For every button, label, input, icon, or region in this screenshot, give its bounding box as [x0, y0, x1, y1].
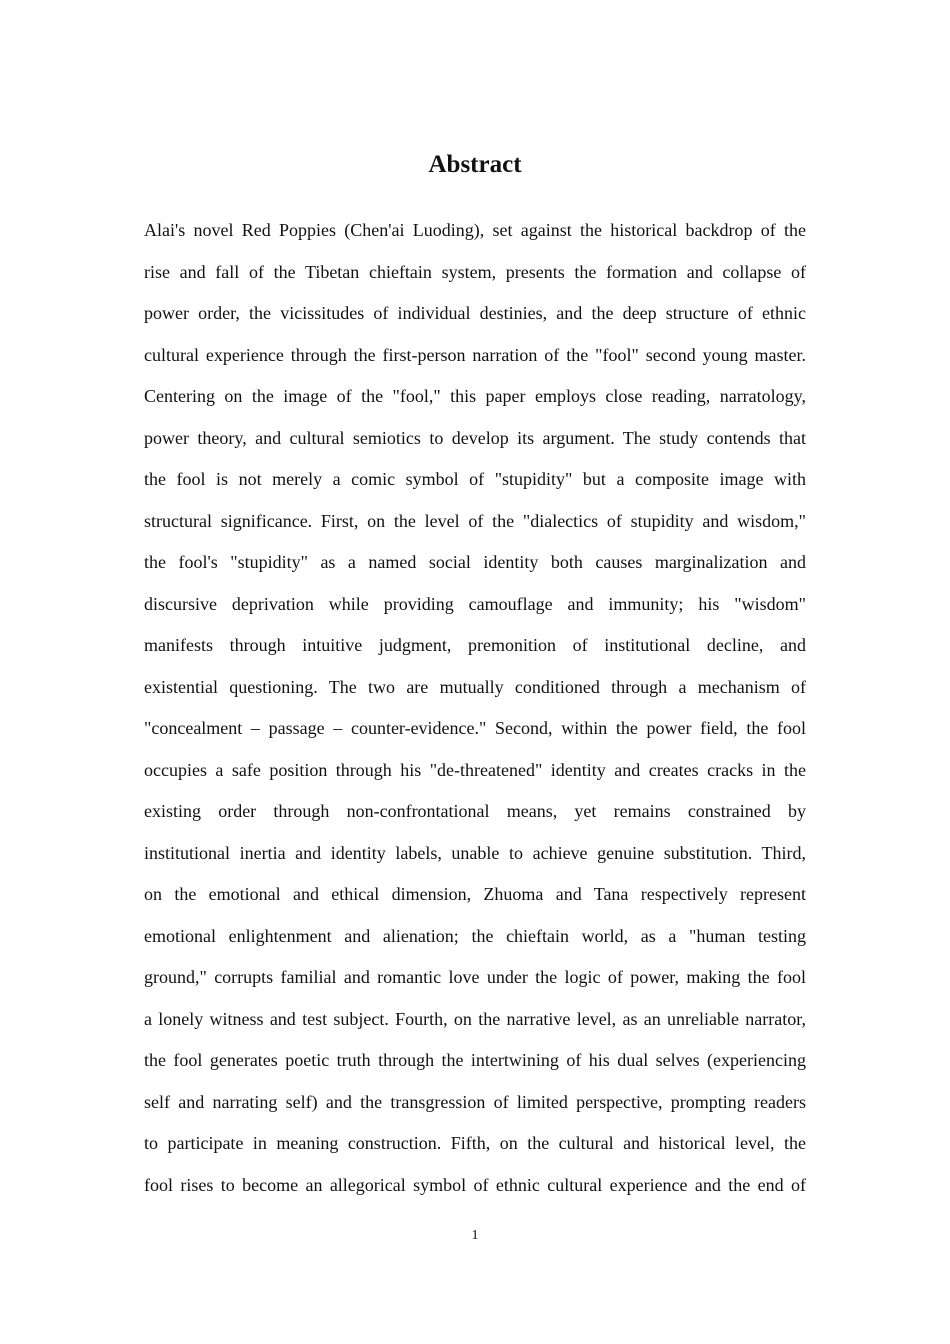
page-title: Abstract — [428, 151, 522, 178]
text-line-13: "concealment – passage – counter-evidence." Second, within the power field, the fool — [144, 718, 806, 738]
text-line-11: manifests through intuitive judgment, premonition of institutional decline, and — [144, 635, 806, 655]
text-line-15: existing order through non-confrontational means, yet remains constrained by — [144, 801, 806, 821]
page-number: 1 — [471, 1228, 479, 1243]
text-line-23: to participate in meaning construction. Fifth, on the cultural and historical level, the — [144, 1133, 806, 1153]
text-line-4: cultural experience through the first-person narration of the "fool" second young master. — [144, 344, 806, 365]
text-line-8: structural significance. First, on the level of the "dialectics of stupidity and wisdom," — [144, 510, 806, 531]
text-line-5: Centering on the image of the "fool," this paper employs close reading, narratology, — [144, 386, 806, 406]
text-line-22: self and narrating self) and the transgression of limited perspective, prompting readers — [144, 1091, 806, 1112]
text-line-9: the fool's "stupidity" as a named social identity both causes marginalization and — [144, 552, 806, 572]
text-line-24: fool rises to become an allegorical symbol of ethnic cultural experience and the end of — [144, 1174, 806, 1195]
text-line-6: power theory, and cultural semiotics to develop its argument. The study contends that — [144, 427, 806, 448]
text-line-3: power order, the vicissitudes of individual destinies, and the deep structure of ethnic — [144, 303, 806, 323]
text-line-12: existential questioning. The two are mutually conditioned through a mechanism of — [144, 676, 806, 697]
text-line-16: institutional inertia and identity labels, unable to achieve genuine substitution. Third, — [144, 842, 806, 863]
text-line-7: the fool is not merely a comic symbol of "stupidity" but a composite image with — [144, 469, 806, 489]
text-line-21: the fool generates poetic truth through the intertwining of his dual selves (experiencing — [144, 1050, 806, 1070]
text-line-18: emotional enlightenment and alienation; the chieftain world, as a "human testing — [144, 925, 806, 946]
abstract-body — [144, 210, 806, 1206]
text-line-19: ground," corrupts familial and romantic love under the logic of power, making the fool — [144, 967, 806, 987]
text-line-10: discursive deprivation while providing camouflage and immunity; his "wisdom" — [144, 593, 806, 614]
text-line-1: Alai's novel Red Poppies (Chen'ai Luoding), set against the historical backdrop of the — [144, 220, 806, 240]
text-line-17: on the emotional and ethical dimension, Zhuoma and Tana respectively represent — [144, 884, 806, 904]
text-line-2: rise and fall of the Tibetan chieftain system, presents the formation and collapse of — [144, 261, 806, 282]
text-line-14: occupies a safe position through his "de-threatened" identity and creates cracks in the — [144, 759, 806, 780]
text-line-20: a lonely witness and test subject. Fourth, on the narrative level, as an unreliable narrator, — [144, 1008, 806, 1029]
